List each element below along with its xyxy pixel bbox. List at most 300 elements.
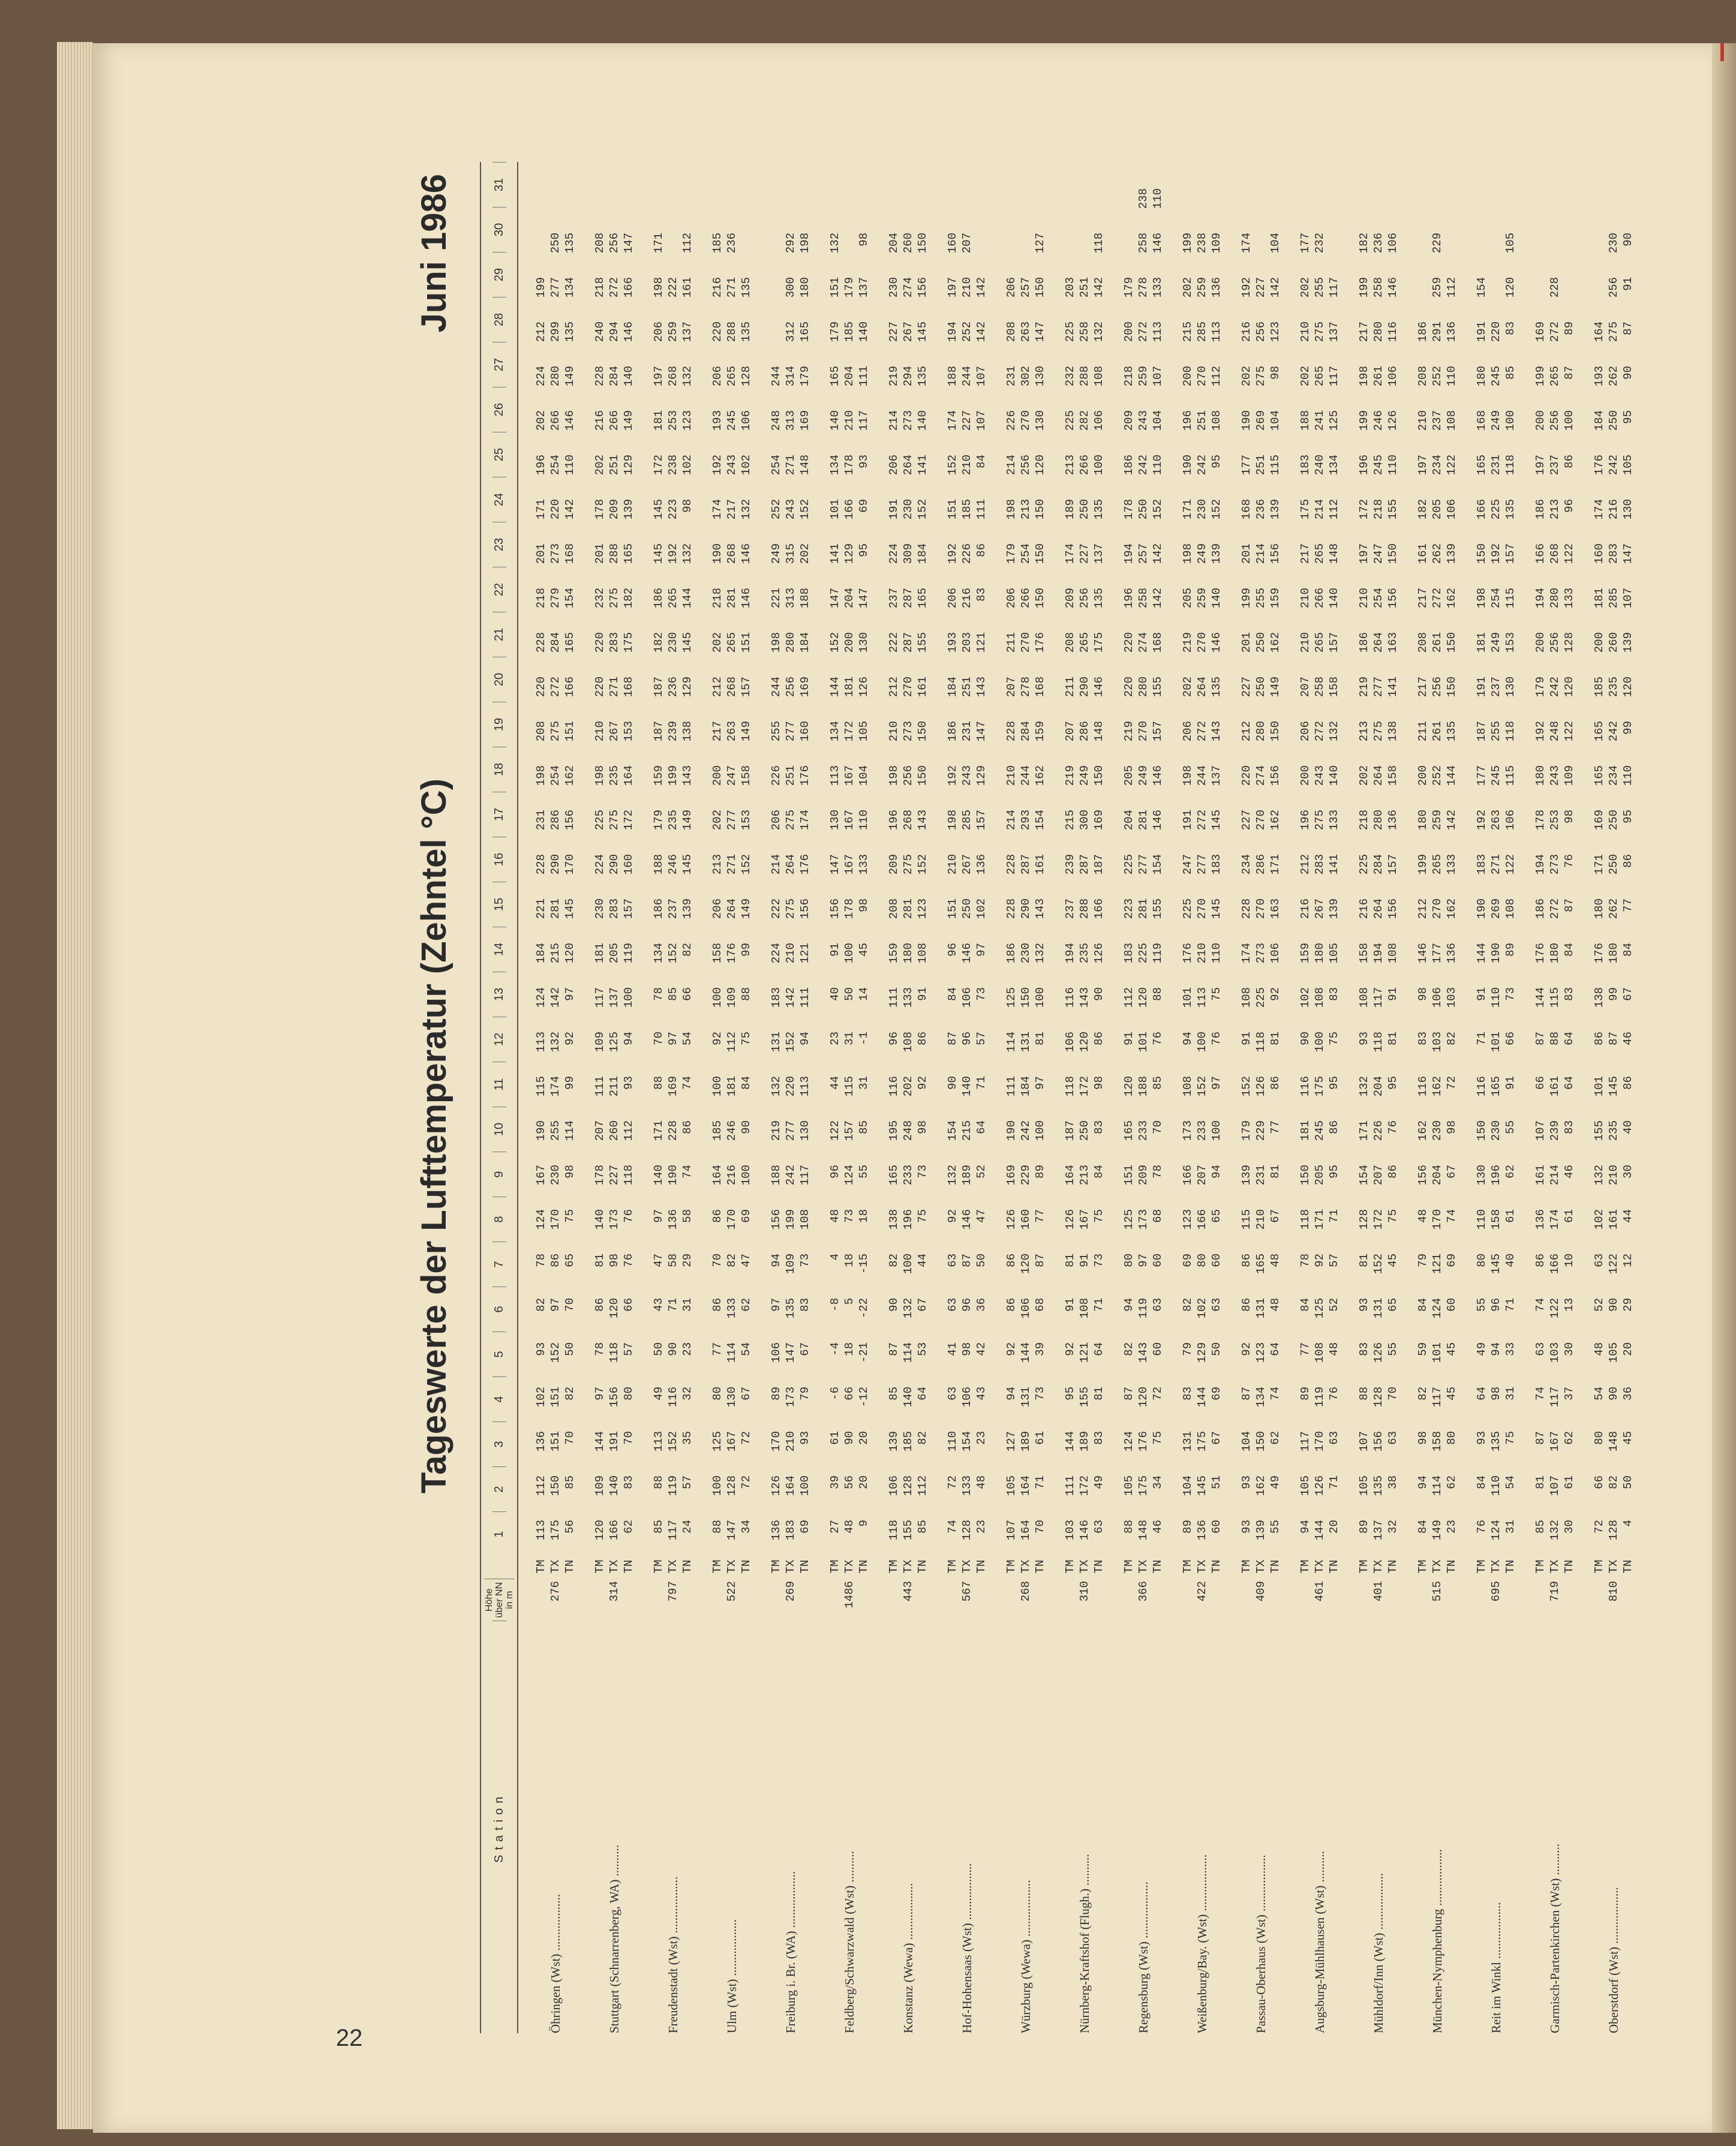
temperature-value: 176	[1181, 943, 1194, 964]
temperature-value: 165	[622, 543, 635, 564]
temperature-value: 203	[1064, 277, 1077, 298]
temperature-value: 129	[843, 543, 856, 564]
temperature-value: 66	[1504, 1032, 1517, 1045]
temperature-value: 136	[534, 1431, 548, 1452]
temperature-value: 69	[1181, 1254, 1194, 1267]
temperature-value: 117	[798, 1165, 812, 1186]
temperature-value: 138	[887, 1209, 900, 1230]
temperature-value: 158	[711, 943, 724, 964]
value-type: TX	[1019, 1559, 1032, 1574]
temperature-value: 155	[1151, 898, 1164, 919]
temperature-value: 210	[960, 455, 974, 476]
temperature-value: 145	[563, 898, 576, 919]
temperature-value: 238	[1137, 188, 1150, 209]
temperature-value: 126	[857, 677, 870, 698]
temperature-value: 216	[960, 588, 974, 609]
temperature-value: 200	[1534, 410, 1547, 431]
table-row	[887, 162, 901, 2033]
temperature-value: 138	[681, 721, 694, 742]
temperature-value: 272	[1548, 898, 1561, 919]
temperature-value: 144	[1534, 987, 1547, 1008]
temperature-value: 90	[1299, 1032, 1312, 1045]
temperature-value: 54	[1593, 1387, 1606, 1400]
temperature-value: 113	[828, 765, 842, 786]
temperature-value: 164	[1019, 1520, 1032, 1541]
temperature-value: 120	[1504, 277, 1517, 298]
temperature-value: 121	[975, 632, 988, 653]
temperature-value: 153	[622, 721, 635, 742]
temperature-value: 75	[1327, 1032, 1341, 1045]
station-name: Konstanz (Wewa) ..................	[900, 1883, 915, 2033]
temperature-value: 178	[1122, 499, 1136, 520]
value-type: TX	[549, 1559, 562, 1574]
table-row	[960, 162, 974, 2033]
temperature-value: 197	[1534, 455, 1547, 476]
temperature-value: 273	[902, 410, 915, 431]
temperature-value: 55	[857, 1165, 870, 1179]
station-groups	[534, 162, 1635, 2033]
temperature-value: 270	[1196, 632, 1209, 653]
temperature-value: 137	[857, 277, 870, 298]
temperature-value: 150	[1445, 677, 1458, 698]
temperature-value: 157	[843, 1120, 856, 1141]
temperature-value: 89	[1181, 1520, 1194, 1534]
temperature-value: 230	[1196, 499, 1209, 520]
temperature-value: 211	[1005, 632, 1018, 653]
temperature-value: 250	[1607, 854, 1620, 875]
temperature-value: 135	[740, 277, 753, 298]
temperature-value: 128	[725, 1475, 738, 1496]
temperature-value: 80	[711, 1387, 724, 1400]
station-name: Würzburg (Wewa) ..................	[1018, 1880, 1033, 2033]
temperature-value: 93	[1240, 1475, 1253, 1489]
temperature-value: 179	[798, 366, 812, 387]
temperature-value: 159	[1299, 943, 1312, 964]
table-header	[480, 162, 518, 2033]
temperature-value: 217	[1357, 321, 1371, 342]
temperature-value: 81	[1064, 1254, 1077, 1267]
temperature-value: 4	[1621, 1520, 1635, 1527]
temperature-value: 288	[608, 543, 621, 564]
temperature-value: 199	[1357, 277, 1371, 298]
temperature-value: 146	[563, 410, 576, 431]
temperature-value: 189	[960, 1165, 974, 1186]
temperature-value: 181	[1475, 632, 1488, 653]
temperature-value: 108	[1240, 987, 1253, 1008]
value-type: TN	[681, 1559, 694, 1574]
temperature-value: 113	[1196, 987, 1209, 1008]
temperature-value: 216	[725, 1165, 738, 1186]
temperature-value: 150	[1034, 277, 1047, 298]
temperature-value: 275	[784, 810, 797, 831]
temperature-value: 254	[549, 765, 562, 786]
temperature-value: 64	[975, 1120, 988, 1134]
temperature-value: 242	[784, 1165, 797, 1186]
temperature-value: 159	[652, 765, 665, 786]
temperature-value: 228	[593, 366, 606, 387]
temperature-value: 146	[740, 543, 753, 564]
table-row	[857, 162, 871, 2033]
temperature-value: 85	[1151, 1076, 1164, 1090]
temperature-value: 55	[1504, 1120, 1517, 1134]
temperature-value: 152	[1372, 1254, 1385, 1275]
table-row	[1077, 162, 1092, 2033]
temperature-value: 105	[1005, 1475, 1018, 1496]
temperature-value: 202	[534, 410, 548, 431]
temperature-value: 125	[1122, 1209, 1136, 1230]
temperature-value: 80	[1196, 1254, 1209, 1267]
temperature-value: 158	[1489, 1209, 1503, 1230]
temperature-value: 186	[1534, 499, 1547, 520]
temperature-value: 188	[798, 588, 812, 609]
temperature-value: 267	[1313, 898, 1326, 919]
table-row	[1122, 162, 1136, 2033]
temperature-value: 151	[946, 898, 959, 919]
temperature-value: 98	[1092, 1076, 1106, 1090]
temperature-value: 100	[1092, 455, 1106, 476]
temperature-value: 224	[770, 943, 783, 964]
temperature-value: 233	[902, 1165, 915, 1186]
value-type: TM	[1122, 1559, 1136, 1574]
temperature-value: 167	[725, 1431, 738, 1452]
temperature-value: 140	[828, 410, 842, 431]
temperature-value: 176	[1593, 455, 1606, 476]
temperature-value: 255	[549, 1120, 562, 1141]
temperature-value: 110	[857, 810, 870, 831]
temperature-value: 157	[975, 810, 988, 831]
temperature-value: 119	[1313, 1387, 1326, 1408]
temperature-value: 86	[1621, 1076, 1635, 1090]
temperature-value: 196	[1181, 410, 1194, 431]
temperature-value: 72	[740, 1431, 753, 1445]
temperature-value: 152	[916, 499, 929, 520]
temperature-value: 213	[1548, 499, 1561, 520]
temperature-value: 86	[1269, 1076, 1282, 1090]
temperature-value: 107	[1151, 366, 1164, 387]
temperature-value: 120	[1019, 1254, 1032, 1275]
temperature-value: 208	[887, 898, 900, 919]
temperature-value: 50	[1621, 1475, 1635, 1489]
temperature-value: 64	[1563, 1076, 1576, 1090]
temperature-value: 23	[1445, 1520, 1458, 1534]
temperature-value: 78	[652, 987, 665, 1001]
temperature-value: 201	[593, 543, 606, 564]
temperature-value: 187	[1092, 854, 1106, 875]
temperature-value: 122	[1504, 854, 1517, 875]
temperature-value: 130	[828, 810, 842, 831]
temperature-value: 219	[770, 1120, 783, 1141]
temperature-value: 73	[916, 1165, 929, 1179]
temperature-value: 251	[960, 677, 974, 698]
temperature-value: 49	[652, 1387, 665, 1400]
temperature-value: 92	[1313, 1254, 1326, 1267]
temperature-value: 244	[960, 366, 974, 387]
temperature-value: 58	[681, 1209, 694, 1223]
temperature-value: 254	[1489, 588, 1503, 609]
temperature-value: 75	[740, 1032, 753, 1045]
temperature-value: 196	[902, 1209, 915, 1230]
station-height: 269	[784, 1581, 797, 1602]
temperature-value: 108	[1386, 943, 1399, 964]
temperature-value: 110	[946, 1431, 959, 1452]
temperature-value: 154	[1151, 854, 1164, 875]
temperature-value: 146	[960, 1209, 974, 1230]
temperature-value: 198	[534, 765, 548, 786]
temperature-value: 220	[549, 499, 562, 520]
temperature-value: 160	[798, 721, 812, 742]
temperature-value: 54	[681, 1032, 694, 1045]
table-row	[783, 162, 798, 2033]
temperature-value: 249	[1196, 543, 1209, 564]
temperature-value: 170	[549, 1209, 562, 1230]
temperature-value: 102	[1593, 1209, 1606, 1230]
temperature-value: 189	[1078, 1431, 1091, 1452]
temperature-value: 205	[1181, 588, 1194, 609]
temperature-value: 221	[770, 588, 783, 609]
temperature-value: 104	[1181, 1475, 1194, 1496]
temperature-value: 83	[1092, 1120, 1106, 1134]
temperature-value: 230	[666, 632, 680, 653]
temperature-value: 147	[975, 721, 988, 742]
temperature-value: 136	[1445, 943, 1458, 964]
temperature-value: 167	[843, 810, 856, 831]
temperature-value: 139	[1210, 543, 1223, 564]
temperature-value: 122	[1445, 455, 1458, 476]
temperature-value: 120	[1078, 1032, 1091, 1053]
temperature-value: 210	[784, 943, 797, 964]
table-row	[1151, 162, 1165, 2033]
temperature-value: 57	[1327, 1254, 1341, 1267]
temperature-value: 206	[1299, 721, 1312, 742]
temperature-value: 66	[1534, 1076, 1547, 1090]
temperature-value: 65	[1386, 1298, 1399, 1312]
temperature-value: 104	[857, 765, 870, 786]
temperature-value: 287	[902, 588, 915, 609]
temperature-value: 118	[1372, 1032, 1385, 1053]
temperature-value: 147	[1034, 321, 1047, 342]
table-row	[1503, 162, 1518, 2033]
temperature-value: 110	[1475, 1209, 1488, 1230]
temperature-value: 250	[549, 233, 562, 254]
temperature-value: 224	[534, 366, 548, 387]
temperature-value: 271	[1489, 854, 1503, 875]
value-type: TN	[1563, 1559, 1576, 1574]
temperature-value: 258	[1078, 321, 1091, 342]
temperature-value: 66	[1593, 1475, 1606, 1489]
temperature-value: 248	[902, 1120, 915, 1141]
temperature-value: 32	[1386, 1520, 1399, 1534]
temperature-value: 91	[916, 987, 929, 1001]
temperature-value: 274	[1254, 765, 1268, 786]
temperature-value: 77	[1299, 1342, 1312, 1356]
temperature-value: 85	[1504, 366, 1517, 380]
temperature-value: 78	[593, 1342, 606, 1356]
value-type: TN	[975, 1559, 988, 1574]
temperature-value: 211	[608, 1076, 621, 1097]
temperature-value: 122	[1607, 1254, 1620, 1275]
temperature-value: 164	[1064, 1165, 1077, 1186]
temperature-value: 148	[798, 455, 812, 476]
temperature-value: 81	[1269, 1032, 1282, 1045]
temperature-value: 124	[534, 1209, 548, 1230]
temperature-value: 149	[622, 410, 635, 431]
table-row	[1312, 162, 1327, 2033]
temperature-value: 55	[1475, 1298, 1488, 1312]
temperature-value: 280	[1137, 677, 1150, 698]
temperature-value: 271	[725, 854, 738, 875]
temperature-value: 86	[916, 1032, 929, 1045]
temperature-value: 171	[652, 1120, 665, 1141]
temperature-value: 112	[534, 1475, 548, 1496]
temperature-value: 75	[1504, 1431, 1517, 1445]
temperature-value: 260	[902, 233, 915, 254]
temperature-value: 275	[608, 588, 621, 609]
temperature-value: 146	[1386, 277, 1399, 298]
temperature-value: 82	[887, 1254, 900, 1267]
temperature-value: 218	[593, 277, 606, 298]
temperature-value: 158	[1386, 765, 1399, 786]
temperature-value: 258	[1137, 233, 1150, 254]
temperature-value: 161	[1607, 1209, 1620, 1230]
temperature-value: 14	[857, 987, 870, 1001]
temperature-value: 176	[1137, 1431, 1150, 1452]
table-row	[1592, 162, 1606, 2033]
temperature-value: 132	[1357, 1076, 1371, 1097]
temperature-value: 135	[1092, 499, 1106, 520]
temperature-value: 214	[1313, 499, 1326, 520]
temperature-value: 225	[1254, 987, 1268, 1008]
temperature-value: 185	[843, 321, 856, 342]
temperature-value: 149	[681, 810, 694, 831]
temperature-value: 62	[1445, 1475, 1458, 1489]
temperature-value: 109	[784, 1254, 797, 1275]
temperature-value: 100	[711, 1475, 724, 1496]
temperature-value: 70	[1386, 1387, 1399, 1400]
temperature-value: 164	[1593, 321, 1606, 342]
temperature-value: 100	[1196, 1032, 1209, 1053]
temperature-value: 166	[843, 499, 856, 520]
temperature-value: 222	[666, 277, 680, 298]
temperature-value: 117	[1299, 1431, 1312, 1452]
temperature-value: 198	[593, 765, 606, 786]
temperature-value: 228	[1005, 854, 1018, 875]
temperature-value: 106	[1092, 410, 1106, 431]
station-group	[1122, 162, 1165, 2033]
temperature-value: 145	[652, 543, 665, 564]
temperature-value: 103	[1431, 1032, 1444, 1053]
temperature-value: 154	[1034, 810, 1047, 831]
temperature-value: 201	[534, 543, 548, 564]
temperature-value: 31	[1504, 1520, 1517, 1534]
temperature-value: 106	[740, 410, 753, 431]
table-row	[1357, 162, 1371, 2033]
temperature-value: 12	[1621, 1254, 1635, 1267]
temperature-value: 233	[1137, 1120, 1150, 1141]
temperature-value: 225	[593, 810, 606, 831]
temperature-value: 73	[1504, 987, 1517, 1001]
temperature-value: 119	[622, 943, 635, 964]
temperature-value: 84	[1092, 1165, 1106, 1179]
header-day: 22	[492, 567, 506, 612]
temperature-value: 258	[1137, 588, 1150, 609]
station-name: Passau-Oberhaus (Wst) ..................	[1253, 1855, 1268, 2033]
value-type: TX	[784, 1559, 797, 1574]
temperature-value: 230	[549, 1165, 562, 1186]
temperature-value: 135	[916, 366, 929, 387]
temperature-value: 91	[828, 943, 842, 957]
temperature-value: 134	[563, 277, 576, 298]
temperature-value: 223	[1122, 898, 1136, 919]
temperature-value: 128	[740, 366, 753, 387]
temperature-value: 67	[1621, 987, 1635, 1001]
temperature-value: 94	[1489, 1342, 1503, 1356]
temperature-value: 94	[1210, 1165, 1223, 1179]
temperature-value: 124	[1122, 1431, 1136, 1452]
temperature-value: 118	[887, 1520, 900, 1541]
temperature-value: 164	[784, 1475, 797, 1496]
temperature-value: 124	[534, 987, 548, 1008]
temperature-value: 96	[960, 1298, 974, 1312]
temperature-value: 139	[1445, 543, 1458, 564]
temperature-value: 76	[1563, 854, 1576, 868]
temperature-value: 94	[622, 1032, 635, 1045]
temperature-value: 96	[1563, 499, 1576, 513]
temperature-value: 190	[666, 1165, 680, 1186]
temperature-value: 115	[1504, 765, 1517, 786]
station-height: 443	[902, 1581, 915, 1602]
temperature-value: 188	[652, 854, 665, 875]
temperature-value: 125	[1327, 410, 1341, 431]
temperature-value: 138	[1386, 721, 1399, 742]
temperature-value: 104	[1269, 410, 1282, 431]
temperature-value: 174	[946, 410, 959, 431]
temperature-value: 280	[784, 632, 797, 653]
temperature-value: 64	[916, 1387, 929, 1400]
temperature-value: 202	[593, 455, 606, 476]
temperature-value: 76	[622, 1209, 635, 1223]
temperature-value: 172	[622, 810, 635, 831]
temperature-value: 116	[1416, 1076, 1429, 1097]
temperature-value: 84	[1621, 943, 1635, 957]
temperature-value: 272	[1548, 321, 1561, 342]
temperature-value: 312	[784, 321, 797, 342]
temperature-value: 86	[1005, 1254, 1018, 1267]
temperature-value: 78	[1299, 1254, 1312, 1267]
page-number: 22	[336, 2025, 363, 2051]
temperature-value: 271	[608, 677, 621, 698]
value-type: TM	[652, 1559, 665, 1574]
temperature-value: 199	[784, 1209, 797, 1230]
temperature-value: 151	[740, 632, 753, 653]
temperature-value: 102	[740, 455, 753, 476]
temperature-value: 200	[1534, 632, 1547, 653]
temperature-value: 93	[1357, 1298, 1371, 1312]
temperature-value: 88	[711, 1520, 724, 1534]
temperature-value: 143	[1078, 987, 1091, 1008]
temperature-value: 61	[1563, 1475, 1576, 1489]
temperature-value: 5	[843, 1298, 856, 1305]
temperature-value: 315	[784, 543, 797, 564]
temperature-value: 215	[1181, 321, 1194, 342]
temperature-value: 237	[1431, 410, 1444, 431]
temperature-value: 196	[887, 810, 900, 831]
temperature-value: 97	[1034, 1076, 1047, 1090]
temperature-value: 194	[1534, 854, 1547, 875]
temperature-value: 185	[711, 1120, 724, 1141]
temperature-value: 294	[902, 366, 915, 387]
temperature-value: 191	[887, 499, 900, 520]
temperature-value: 112	[1445, 277, 1458, 298]
